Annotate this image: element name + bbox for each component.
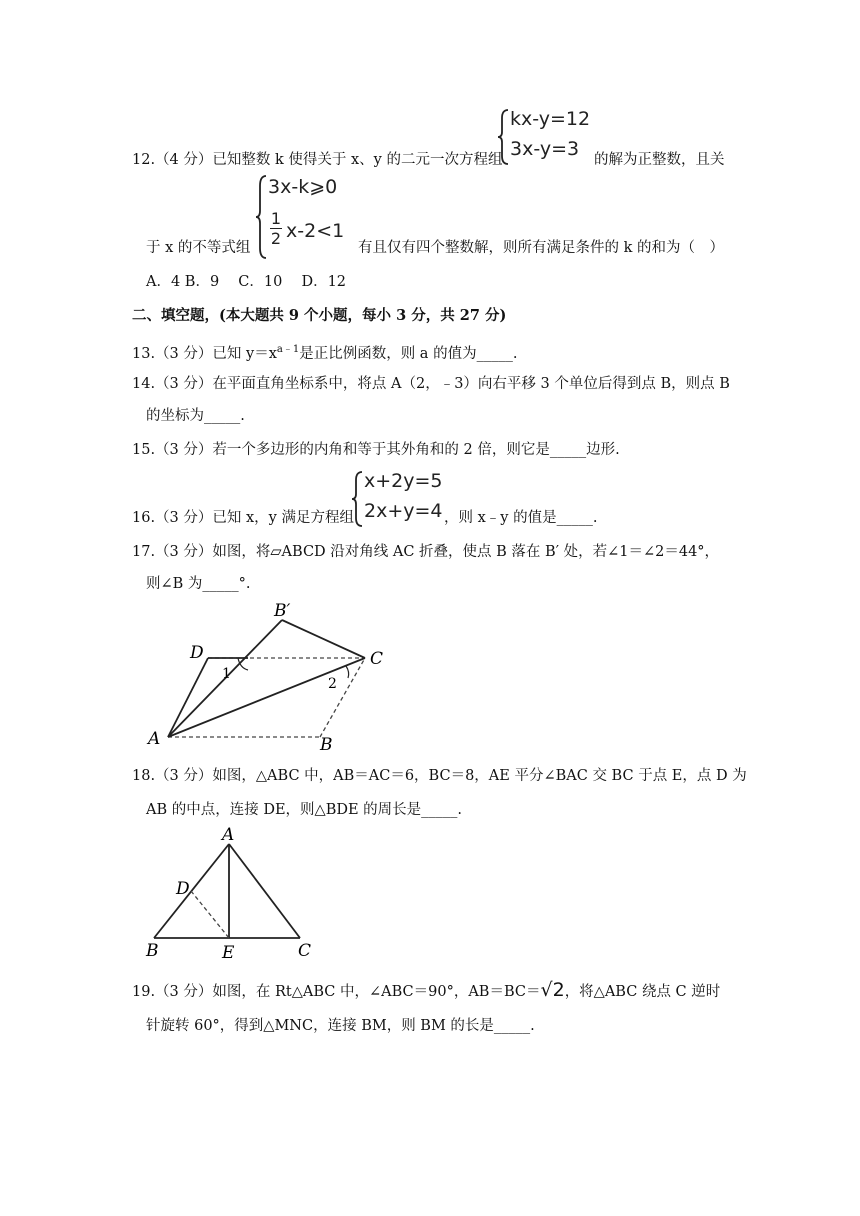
q18-line-1: 18.（3 分）如图，△ABC 中，AB＝AC＝6，BC＝8，AE 平分∠BAC 交 BC 于点 E，点 D 为 — [132, 768, 747, 784]
system-row: x+2y=5 — [364, 470, 443, 492]
fraction-denominator: 2 — [270, 229, 282, 248]
q19-line-2: 针旋转 60°，得到△MNC，连接 BM，则 BM 的长是_____. — [146, 1018, 535, 1034]
sqrt-two: √2 — [540, 979, 565, 1001]
angle-1-label: 1 — [222, 666, 231, 682]
system-row: 2x+y=4 — [364, 500, 443, 522]
q17-line-1: 17.（3 分）如图，将▱ABCD 沿对角线 AC 折叠，使点 B 落在 B′ 处，若∠1＝∠2＝44°， — [132, 544, 720, 560]
q12-line-1-tail: 的解为正整数，且关 — [594, 152, 725, 168]
label-B: B — [320, 735, 333, 755]
q14-line-2: 的坐标为_____. — [146, 408, 245, 424]
q13-line — [132, 340, 517, 364]
q12-text: 12.（4 分）已知整数 k 使得关于 x、y 的二元一次方程组 — [132, 152, 503, 168]
label-C: C — [298, 941, 312, 961]
inequality-system — [256, 174, 366, 260]
q16-line-tail: ，则 x﹣y 的值是_____. — [444, 510, 598, 526]
q14-line-1: 14.（3 分）在平面直角坐标系中，将点 A（2，﹣3）向右平移 3 个单位后得到点 B，则点 B — [132, 376, 730, 392]
label-E: E — [222, 943, 235, 962]
q13-text-tail: 是正比例函数，则 a 的值为_____. — [299, 345, 518, 362]
q19-text: 19.（3 分）如图，在 Rt△ABC 中，∠ABC＝90°，AB＝BC＝ — [132, 984, 541, 1000]
q19-text-tail: ，将△ABC 绕点 C 逆时 — [564, 984, 721, 1000]
system-row: 3x-y=3 — [510, 138, 580, 160]
label-D: D — [190, 643, 204, 663]
angle-2-label: 2 — [328, 676, 337, 692]
equation-system-1 — [498, 108, 608, 166]
exponent: a﹣1 — [276, 344, 300, 355]
label-A: A — [148, 729, 161, 749]
label-B: B — [146, 941, 159, 961]
q12-options: A．4 B．9 C．10 D．12 — [146, 274, 347, 290]
q15-line: 15.（3 分）若一个多边形的内角和等于其外角和的 2 倍，则它是_____边形. — [132, 442, 620, 458]
q12-line-1 — [132, 150, 503, 170]
system-row: x-2<1 — [286, 220, 345, 242]
q13-text: 13.（3 分）已知 y＝x — [132, 345, 277, 362]
q19-line-1 — [132, 980, 720, 1002]
q18-line-2: AB 的中点，连接 DE，则△BDE 的周长是_____. — [146, 802, 463, 818]
q12-line-2: 于 x 的不等式组 — [146, 240, 251, 256]
equation-system-2 — [352, 470, 452, 528]
q12-line-2-tail: 有且仅有四个整数解，则所有满足条件的 k 的和为（ ） — [358, 240, 725, 256]
system-row: kx-y=12 — [510, 108, 591, 130]
label-C: C — [370, 649, 384, 669]
figure-17-parallelogram — [140, 600, 400, 755]
label-D: D — [176, 879, 190, 899]
figure-18-triangle — [140, 822, 340, 962]
label-A: A — [222, 825, 235, 845]
q17-line-2: 则∠B 为_____°. — [146, 576, 251, 592]
label-B-prime: B′ — [274, 601, 291, 621]
q16-line: 16.（3 分）已知 x，y 满足方程组 — [132, 510, 354, 526]
section-title: 二、填空题，(本大题共 9 个小题，每小 3 分，共 27 分) — [132, 307, 507, 324]
system-row: 3x-k⩾0 — [268, 176, 338, 198]
fraction — [270, 210, 282, 247]
fraction-numerator: 1 — [270, 209, 282, 228]
